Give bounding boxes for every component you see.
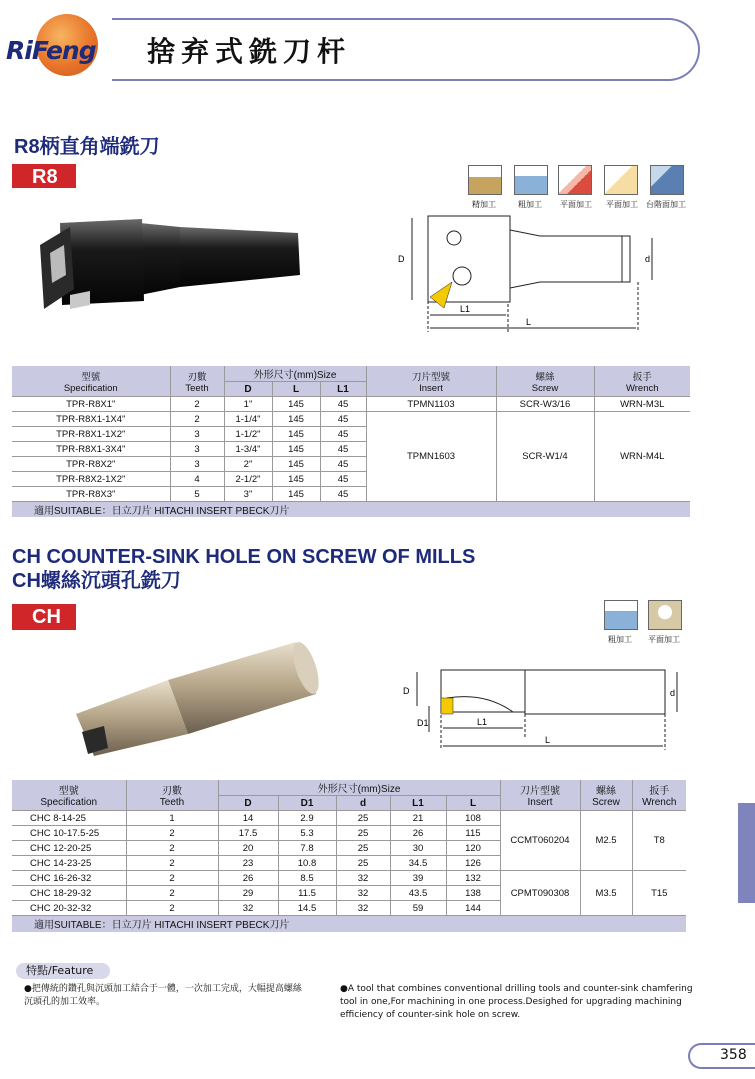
suitable-note: 適用SUITABLE：日立刀片 HITACHI INSERT PBECK刀片	[12, 502, 690, 518]
header-L: L	[446, 796, 500, 811]
feature-text-en: ●A tool that combines conventional drilling tools and counter-sink chamfering tool in one,For machining in one process.Desighed for upgrading machining efficiency of counter-sink hole on screw.	[340, 984, 693, 1020]
dim-L1-label: L1	[477, 717, 488, 727]
table-row: CHC 16-26-32 2 26 8.5 32 39 132 CPMT090308 M3.5 T15	[12, 871, 686, 886]
insert-cell: CPMT090308	[500, 871, 580, 916]
header-L: L	[272, 382, 320, 397]
header-D1: D1	[278, 796, 336, 811]
dim-L1-label: L1	[460, 304, 471, 314]
wrench-cell: T8	[632, 811, 686, 871]
r8-tool-photo	[30, 205, 310, 320]
r8-section-title: R8柄直角端銑刀	[14, 136, 160, 158]
ch-spec-table	[12, 780, 686, 932]
face-milling-icon	[558, 165, 592, 195]
header-insert: 刀片型號 Insert	[500, 780, 580, 811]
logo-text: RiFeng	[6, 36, 96, 65]
dim-D-label: D	[403, 686, 410, 696]
roughing-icon	[514, 165, 548, 195]
dim-L-label: L	[545, 735, 551, 745]
screw-cell: SCR-W3/16	[496, 397, 594, 412]
table-row: TPR-R8X3" 5 3" 145 45	[12, 487, 690, 502]
feature-text-cn: ●把傳統的鑽孔與沉頭加工結合于一體，一次加工完成，大幅提高螺絲 沉頭孔的加工效率。	[24, 984, 302, 1007]
op-label: 粗加工	[518, 200, 542, 209]
wrench-cell: WRN-M4L	[594, 412, 690, 502]
face-milling-icon-2	[604, 165, 638, 195]
header-wrench: 扳手 Wrench	[594, 366, 690, 397]
dim-L-label: L	[526, 317, 532, 327]
finishing-icon	[468, 165, 502, 195]
face-milling-icon	[648, 600, 682, 630]
wrench-cell: T15	[632, 871, 686, 916]
side-tab	[738, 803, 755, 903]
table-row: TPR-R8X1-1X4" 2 1-1/4" 145 45 TPMN1603 SCR-W1/4 WRN-M4L	[12, 412, 690, 427]
header-L1: L1	[320, 382, 366, 397]
op-label: 平面加工	[560, 200, 592, 209]
insert-cell: TPMN1103	[366, 397, 496, 412]
ch-section-title-cn: CH螺絲沉頭孔銑刀	[12, 570, 181, 592]
r8-spec-table	[12, 366, 690, 517]
ch-tool-photo	[70, 636, 330, 761]
shoulder-milling-icon	[650, 165, 684, 195]
header-screw: 螺絲 Screw	[580, 780, 632, 811]
header-d: d	[336, 796, 390, 811]
dim-D1-label: D1	[417, 718, 429, 728]
table-row: TPR-R8X2-1X2" 4 2-1/2" 145 45	[12, 472, 690, 487]
table-row: TPR-R8X2" 3 2" 145 45	[12, 457, 690, 472]
header-D: D	[218, 796, 278, 811]
op-label: 平面加工	[606, 200, 638, 209]
r8-tag: R8	[12, 164, 76, 188]
suitable-note: 適用SUITABLE：日立刀片 HITACHI INSERT PBECK刀片	[12, 916, 686, 932]
ch-tag: CH	[12, 604, 76, 630]
ch-schematic	[395, 662, 685, 757]
feature-badge: 特點/Feature	[16, 963, 110, 979]
header-size: 外形尺寸(mm)Size	[218, 780, 500, 796]
table-row: TPR-R8X1-3X4" 3 1-3/4" 145 45	[12, 442, 690, 457]
header-size: 外形尺寸(mm)Size	[224, 366, 366, 382]
header-teeth: 刃數 Teeth	[126, 780, 218, 811]
header-spec: 型號 Specification	[12, 366, 170, 397]
op-label: 粗加工	[608, 635, 632, 644]
dim-d-label: d	[670, 688, 676, 698]
table-row: CHC 20-32-32 2 32 14.5 32 59 144	[12, 901, 686, 916]
page-number: 358	[720, 1047, 747, 1063]
insert-cell: CCMT060204	[500, 811, 580, 871]
insert-cell: TPMN1603	[366, 412, 496, 502]
op-label: 平面加工	[648, 635, 680, 644]
header-L1: L1	[390, 796, 446, 811]
op-label: 精加工	[472, 200, 496, 209]
dim-D-label: D	[398, 254, 405, 264]
dim-d-label: d	[645, 254, 651, 264]
roughing-icon	[604, 600, 638, 630]
header-screw: 螺絲 Screw	[496, 366, 594, 397]
table-row: TPR-R8X1" 2 1" 145 45 TPMN1103 SCR-W3/16 WRN-M3L	[12, 397, 690, 412]
r8-schematic	[390, 212, 670, 337]
op-label: 台階面加工	[646, 200, 686, 209]
table-row: TPR-R8X1-1X2" 3 1-1/2" 145 45	[12, 427, 690, 442]
screw-cell: SCR-W1/4	[496, 412, 594, 502]
table-row: CHC 18-29-32 2 29 11.5 32 43.5 138	[12, 886, 686, 901]
screw-cell: M2.5	[580, 811, 632, 871]
wrench-cell: WRN-M3L	[594, 397, 690, 412]
header-spec: 型號 Specification	[12, 780, 126, 811]
ch-section-title-en: CH COUNTER-SINK HOLE ON SCREW OF MILLS	[12, 546, 476, 568]
page-title: 捨弃式銑刀杆	[147, 35, 352, 68]
header-D: D	[224, 382, 272, 397]
table-row: CHC 8-14-25 1 14 2.9 25 21 108 CCMT060204 M2.5 T8	[12, 811, 686, 826]
table-row: CHC 14-23-25 2 23 10.8 25 34.5 126	[12, 856, 686, 871]
header-teeth: 刃數 Teeth	[170, 366, 224, 397]
header-insert: 刀片型號 Insert	[366, 366, 496, 397]
header-wrench: 扳手 Wrench	[632, 780, 686, 811]
table-row: CHC 12-20-25 2 20 7.8 25 30 120	[12, 841, 686, 856]
screw-cell: M3.5	[580, 871, 632, 916]
table-row: CHC 10-17.5-25 2 17.5 5.3 25 26 115	[12, 826, 686, 841]
